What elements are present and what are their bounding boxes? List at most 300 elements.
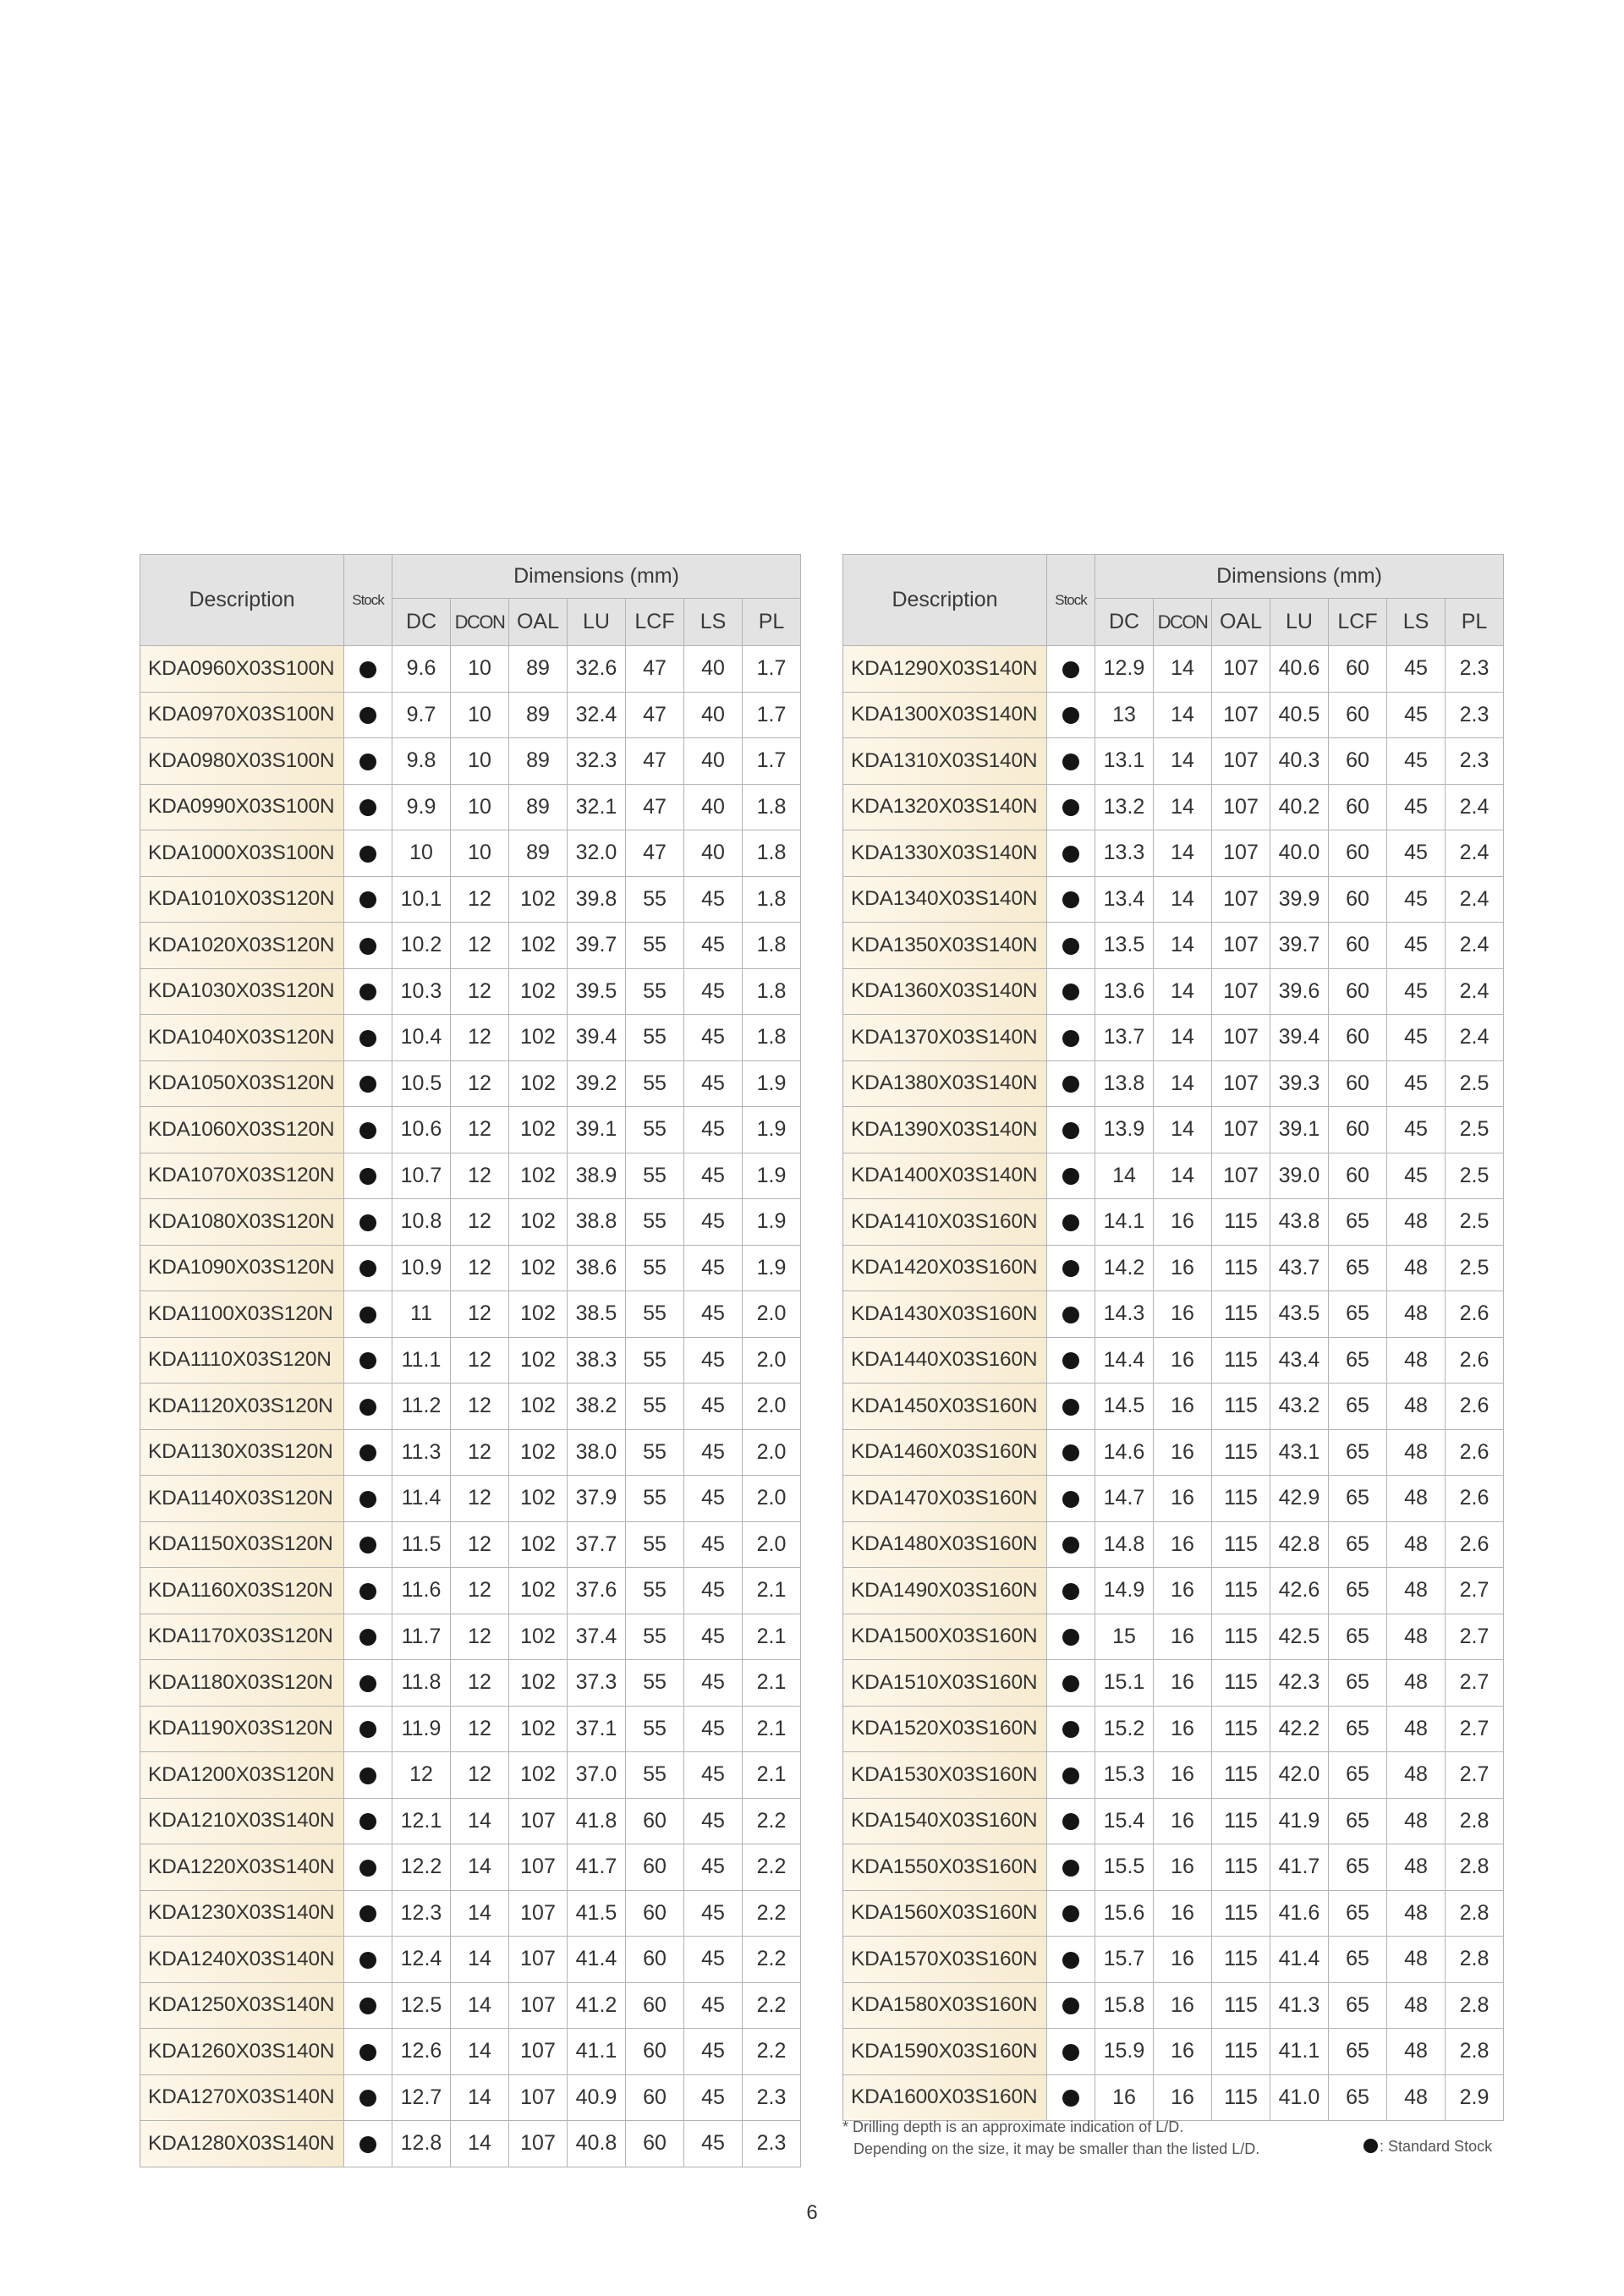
- cell-pl: 1.8: [743, 968, 801, 1015]
- cell-description: KDA1360X03S140N: [843, 968, 1047, 1015]
- cell-pl: 2.5: [1446, 1060, 1504, 1107]
- table-row: [843, 1384, 1504, 1430]
- cell-pl: 2.3: [1446, 738, 1504, 785]
- cell-ls: 45: [684, 1752, 743, 1799]
- cell-stock: [344, 1245, 392, 1291]
- cell-ls: 45: [684, 1614, 743, 1660]
- table-row: [843, 1015, 1504, 1061]
- table-row: [140, 2121, 801, 2167]
- cell-description: KDA0970X03S100N: [140, 692, 344, 738]
- standard-stock-icon: [359, 1537, 376, 1553]
- cell-pl: 2.4: [1446, 968, 1504, 1015]
- cell-dc: 15.2: [1095, 1706, 1154, 1752]
- cell-lcf: 60: [626, 1844, 684, 1891]
- table-row: [843, 1614, 1504, 1660]
- cell-dc: 14.9: [1095, 1568, 1154, 1614]
- standard-stock-icon: [359, 2090, 376, 2107]
- cell-lu: 37.9: [568, 1476, 626, 1522]
- cell-pl: 2.2: [743, 1798, 801, 1844]
- cell-stock: [1047, 1429, 1095, 1476]
- cell-dcon: 10: [451, 784, 509, 830]
- cell-dcon: 14: [1154, 1107, 1212, 1153]
- cell-stock: [344, 738, 392, 785]
- cell-oal: 107: [1212, 1153, 1270, 1199]
- cell-dcon: 14: [1154, 738, 1212, 785]
- cell-oal: 102: [509, 923, 568, 969]
- table-row: [140, 1153, 801, 1199]
- cell-oal: 107: [509, 1982, 568, 2029]
- cell-oal: 115: [1212, 1521, 1270, 1568]
- cell-stock: [344, 1890, 392, 1937]
- table-row: [140, 738, 801, 785]
- table-row: [843, 1153, 1504, 1199]
- standard-stock-icon: [359, 1675, 376, 1692]
- cell-dcon: 10: [451, 646, 509, 693]
- cell-dc: 13.4: [1095, 876, 1154, 923]
- cell-ls: 48: [1387, 2074, 1446, 2121]
- cell-dc: 10.3: [392, 968, 451, 1015]
- cell-dcon: 16: [1154, 1752, 1212, 1799]
- standard-stock-icon: [359, 846, 376, 863]
- cell-lcf: 60: [626, 2121, 684, 2167]
- cell-stock: [344, 876, 392, 923]
- cell-oal: 102: [509, 1291, 568, 1338]
- cell-pl: 2.4: [1446, 923, 1504, 969]
- cell-ls: 48: [1387, 1245, 1446, 1291]
- cell-dcon: 16: [1154, 1245, 1212, 1291]
- standard-stock-icon: [359, 1122, 376, 1139]
- cell-lcf: 60: [626, 1937, 684, 1983]
- cell-dc: 14.3: [1095, 1291, 1154, 1338]
- cell-dcon: 14: [1154, 923, 1212, 969]
- cell-pl: 2.6: [1446, 1337, 1504, 1384]
- header-description: Description: [140, 555, 344, 646]
- cell-stock: [344, 1384, 392, 1430]
- cell-ls: 48: [1387, 1384, 1446, 1430]
- cell-stock: [344, 1844, 392, 1891]
- cell-lcf: 60: [1329, 876, 1387, 923]
- header-lcf: LCF: [1329, 599, 1387, 646]
- cell-stock: [1047, 1844, 1095, 1891]
- cell-ls: 48: [1387, 1660, 1446, 1707]
- cell-stock: [1047, 1060, 1095, 1107]
- cell-ls: 48: [1387, 1614, 1446, 1660]
- cell-stock: [344, 2121, 392, 2167]
- table-row: [843, 1660, 1504, 1707]
- cell-dc: 13: [1095, 692, 1154, 738]
- cell-oal: 115: [1212, 1429, 1270, 1476]
- cell-dc: 11.1: [392, 1337, 451, 1384]
- cell-oal: 89: [509, 738, 568, 785]
- cell-dcon: 14: [1154, 646, 1212, 693]
- cell-lcf: 55: [626, 923, 684, 969]
- cell-description: KDA1280X03S140N: [140, 2121, 344, 2167]
- cell-lcf: 55: [626, 1614, 684, 1660]
- standard-stock-icon: [1062, 1767, 1079, 1784]
- cell-dc: 12: [392, 1752, 451, 1799]
- cell-lcf: 65: [1329, 1337, 1387, 1384]
- table-row: [140, 1107, 801, 1153]
- cell-pl: 2.2: [743, 2029, 801, 2075]
- table-row: [140, 876, 801, 923]
- cell-lcf: 55: [626, 1568, 684, 1614]
- standard-stock-icon: [1062, 1537, 1079, 1553]
- footnote-line-2: Depending on the size, it may be smaller than the listed L/D.: [853, 2140, 1260, 2157]
- cell-ls: 45: [684, 1798, 743, 1844]
- table-row: [843, 1199, 1504, 1246]
- cell-description: KDA1200X03S120N: [140, 1752, 344, 1799]
- cell-lcf: 60: [1329, 646, 1387, 693]
- cell-dcon: 16: [1154, 1199, 1212, 1246]
- table-row: [843, 784, 1504, 830]
- table-row: [140, 692, 801, 738]
- cell-lu: 40.5: [1270, 692, 1329, 738]
- cell-dc: 11.9: [392, 1706, 451, 1752]
- header-ls: LS: [684, 599, 743, 646]
- table-row: [843, 1844, 1504, 1891]
- cell-lcf: 65: [1329, 1890, 1387, 1937]
- standard-stock-icon: [359, 1168, 376, 1185]
- cell-dc: 9.9: [392, 784, 451, 830]
- cell-description: KDA1160X03S120N: [140, 1568, 344, 1614]
- cell-dc: 12.1: [392, 1798, 451, 1844]
- cell-stock: [344, 968, 392, 1015]
- cell-lcf: 60: [626, 1982, 684, 2029]
- cell-lcf: 55: [626, 1476, 684, 1522]
- cell-ls: 45: [684, 1337, 743, 1384]
- cell-pl: 2.7: [1446, 1660, 1504, 1707]
- cell-lu: 39.1: [568, 1107, 626, 1153]
- cell-pl: 1.9: [743, 1060, 801, 1107]
- standard-stock-icon: [1062, 984, 1079, 1000]
- table-row: [843, 1521, 1504, 1568]
- table-row: [843, 1798, 1504, 1844]
- cell-dc: 12.6: [392, 2029, 451, 2075]
- cell-oal: 115: [1212, 1337, 1270, 1384]
- cell-dcon: 16: [1154, 1798, 1212, 1844]
- cell-pl: 2.6: [1446, 1291, 1504, 1338]
- cell-dc: 14: [1095, 1153, 1154, 1199]
- cell-lcf: 60: [1329, 830, 1387, 877]
- cell-pl: 1.7: [743, 646, 801, 693]
- cell-dcon: 16: [1154, 1937, 1212, 1983]
- cell-dc: 15.1: [1095, 1660, 1154, 1707]
- cell-dcon: 14: [1154, 784, 1212, 830]
- cell-oal: 115: [1212, 1982, 1270, 2029]
- cell-lcf: 60: [1329, 1107, 1387, 1153]
- cell-dc: 10.4: [392, 1015, 451, 1061]
- cell-dc: 15.8: [1095, 1982, 1154, 2029]
- cell-lu: 39.6: [1270, 968, 1329, 1015]
- cell-oal: 102: [509, 1568, 568, 1614]
- header-dcon: DCON: [451, 599, 509, 646]
- table-row: [140, 968, 801, 1015]
- cell-lcf: 65: [1329, 1429, 1387, 1476]
- cell-description: KDA1510X03S160N: [843, 1660, 1047, 1707]
- cell-lcf: 65: [1329, 1291, 1387, 1338]
- cell-oal: 115: [1212, 1660, 1270, 1707]
- cell-dcon: 16: [1154, 2074, 1212, 2121]
- cell-stock: [344, 1291, 392, 1338]
- cell-dcon: 12: [451, 968, 509, 1015]
- cell-pl: 2.8: [1446, 2029, 1504, 2075]
- standard-stock-icon: [359, 1767, 376, 1784]
- cell-pl: 2.5: [1446, 1153, 1504, 1199]
- table-row: [140, 923, 801, 969]
- cell-dc: 13.5: [1095, 923, 1154, 969]
- standard-stock-icon: [359, 1583, 376, 1600]
- cell-ls: 45: [684, 1476, 743, 1522]
- cell-dc: 13.7: [1095, 1015, 1154, 1061]
- standard-stock-icon: [1062, 1076, 1079, 1093]
- cell-stock: [1047, 1521, 1095, 1568]
- table-row: [843, 1245, 1504, 1291]
- cell-oal: 102: [509, 968, 568, 1015]
- table-row: [843, 1107, 1504, 1153]
- table-row: [140, 784, 801, 830]
- cell-pl: 2.0: [743, 1521, 801, 1568]
- cell-pl: 1.8: [743, 876, 801, 923]
- table-row: [140, 1937, 801, 1983]
- cell-pl: 2.8: [1446, 1937, 1504, 1983]
- cell-dcon: 14: [1154, 830, 1212, 877]
- cell-pl: 2.3: [743, 2074, 801, 2121]
- cell-stock: [1047, 1660, 1095, 1707]
- cell-dc: 15.9: [1095, 2029, 1154, 2075]
- cell-lu: 38.3: [568, 1337, 626, 1384]
- cell-stock: [344, 1337, 392, 1384]
- cell-lcf: 60: [626, 1890, 684, 1937]
- cell-oal: 89: [509, 692, 568, 738]
- cell-oal: 89: [509, 784, 568, 830]
- cell-stock: [1047, 830, 1095, 877]
- cell-description: KDA1140X03S120N: [140, 1476, 344, 1522]
- cell-description: KDA1130X03S120N: [140, 1429, 344, 1476]
- cell-dc: 10.1: [392, 876, 451, 923]
- standard-stock-icon: [1062, 1307, 1079, 1323]
- cell-lcf: 65: [1329, 1706, 1387, 1752]
- cell-lu: 32.1: [568, 784, 626, 830]
- cell-dcon: 14: [1154, 1015, 1212, 1061]
- cell-lu: 41.3: [1270, 1982, 1329, 2029]
- cell-description: KDA1480X03S160N: [843, 1521, 1047, 1568]
- cell-lcf: 65: [1329, 1660, 1387, 1707]
- cell-lcf: 47: [626, 830, 684, 877]
- cell-dcon: 14: [451, 1844, 509, 1891]
- cell-dc: 9.6: [392, 646, 451, 693]
- cell-dc: 14.1: [1095, 1199, 1154, 1246]
- cell-ls: 45: [684, 1706, 743, 1752]
- cell-dc: 11.5: [392, 1521, 451, 1568]
- cell-ls: 45: [684, 1107, 743, 1153]
- cell-lcf: 55: [626, 1337, 684, 1384]
- cell-stock: [344, 1476, 392, 1522]
- cell-dcon: 14: [1154, 692, 1212, 738]
- cell-ls: 45: [684, 1937, 743, 1983]
- cell-dc: 12.9: [1095, 646, 1154, 693]
- cell-ls: 45: [684, 1384, 743, 1430]
- cell-description: KDA1210X03S140N: [140, 1798, 344, 1844]
- cell-stock: [1047, 1798, 1095, 1844]
- cell-stock: [344, 2074, 392, 2121]
- cell-stock: [1047, 1245, 1095, 1291]
- cell-dcon: 16: [1154, 1384, 1212, 1430]
- cell-ls: 45: [1387, 1015, 1446, 1061]
- cell-description: KDA1450X03S160N: [843, 1384, 1047, 1430]
- standard-stock-icon: [359, 799, 376, 816]
- cell-pl: 1.9: [743, 1107, 801, 1153]
- table-row: [843, 1937, 1504, 1983]
- cell-pl: 2.4: [1446, 876, 1504, 923]
- cell-ls: 45: [684, 1521, 743, 1568]
- cell-description: KDA1350X03S140N: [843, 923, 1047, 969]
- cell-dcon: 12: [451, 1384, 509, 1430]
- cell-lcf: 60: [626, 2074, 684, 2121]
- cell-ls: 45: [684, 1245, 743, 1291]
- cell-dcon: 10: [451, 738, 509, 785]
- cell-dcon: 16: [1154, 1660, 1212, 1707]
- cell-oal: 115: [1212, 1890, 1270, 1937]
- cell-lcf: 60: [1329, 1153, 1387, 1199]
- standard-stock-icon: [1062, 1629, 1079, 1646]
- cell-ls: 48: [1387, 1752, 1446, 1799]
- cell-stock: [344, 646, 392, 693]
- standard-stock-icon: [1062, 753, 1079, 770]
- cell-lu: 38.8: [568, 1199, 626, 1246]
- cell-oal: 115: [1212, 1798, 1270, 1844]
- cell-oal: 107: [1212, 923, 1270, 969]
- cell-lu: 37.6: [568, 1568, 626, 1614]
- table-row: [140, 1476, 801, 1522]
- cell-lcf: 65: [1329, 1982, 1387, 2029]
- cell-stock: [1047, 1291, 1095, 1338]
- cell-pl: 1.8: [743, 784, 801, 830]
- cell-ls: 45: [684, 2074, 743, 2121]
- cell-oal: 102: [509, 1384, 568, 1430]
- table-row: [140, 1291, 801, 1338]
- cell-pl: 1.7: [743, 738, 801, 785]
- standard-stock-icon: [1062, 1444, 1079, 1461]
- cell-description: KDA1020X03S120N: [140, 923, 344, 969]
- cell-dcon: 12: [451, 1752, 509, 1799]
- cell-lu: 42.3: [1270, 1660, 1329, 1707]
- cell-stock: [1047, 646, 1095, 693]
- cell-lcf: 65: [1329, 2029, 1387, 2075]
- cell-pl: 1.7: [743, 692, 801, 738]
- cell-dc: 11.3: [392, 1429, 451, 1476]
- cell-ls: 48: [1387, 1199, 1446, 1246]
- cell-stock: [1047, 1890, 1095, 1937]
- cell-lcf: 47: [626, 646, 684, 693]
- standard-stock-icon: [359, 661, 376, 678]
- cell-lu: 40.3: [1270, 738, 1329, 785]
- cell-ls: 45: [684, 968, 743, 1015]
- cell-lu: 38.0: [568, 1429, 626, 1476]
- cell-ls: 48: [1387, 1982, 1446, 2029]
- cell-dcon: 12: [451, 1614, 509, 1660]
- cell-ls: 45: [1387, 923, 1446, 969]
- cell-description: KDA1100X03S120N: [140, 1291, 344, 1338]
- cell-lcf: 55: [626, 1015, 684, 1061]
- cell-lu: 40.9: [568, 2074, 626, 2121]
- cell-description: KDA1270X03S140N: [140, 2074, 344, 2121]
- cell-ls: 45: [684, 1660, 743, 1707]
- cell-oal: 107: [509, 2121, 568, 2167]
- cell-lcf: 60: [1329, 1015, 1387, 1061]
- cell-description: KDA1490X03S160N: [843, 1568, 1047, 1614]
- standard-stock-icon: [1062, 1721, 1079, 1738]
- cell-oal: 115: [1212, 1476, 1270, 1522]
- header-lcf: LCF: [626, 599, 684, 646]
- header-ls: LS: [1387, 599, 1446, 646]
- cell-oal: 115: [1212, 1614, 1270, 1660]
- cell-dc: 12.5: [392, 1982, 451, 2029]
- cell-ls: 45: [1387, 1153, 1446, 1199]
- footnote-line-1: * Drilling depth is an approximate indication of L/D.: [842, 2118, 1184, 2135]
- cell-ls: 45: [684, 876, 743, 923]
- table-row: [843, 876, 1504, 923]
- cell-oal: 102: [509, 1476, 568, 1522]
- cell-description: KDA1150X03S120N: [140, 1521, 344, 1568]
- cell-oal: 102: [509, 1199, 568, 1246]
- standard-stock-icon: [359, 1399, 376, 1416]
- cell-lcf: 55: [626, 1521, 684, 1568]
- cell-dc: 10.2: [392, 923, 451, 969]
- standard-stock-icon: [1062, 1168, 1079, 1185]
- cell-lcf: 65: [1329, 1614, 1387, 1660]
- cell-dcon: 14: [451, 1890, 509, 1937]
- cell-oal: 102: [509, 1060, 568, 1107]
- cell-ls: 45: [684, 2029, 743, 2075]
- cell-stock: [344, 1521, 392, 1568]
- cell-stock: [1047, 1614, 1095, 1660]
- table-row: [140, 1015, 801, 1061]
- cell-oal: 115: [1212, 1291, 1270, 1338]
- cell-lu: 41.4: [1270, 1937, 1329, 1983]
- table-row: [140, 1245, 801, 1291]
- cell-description: KDA1300X03S140N: [843, 692, 1047, 738]
- cell-lu: 38.9: [568, 1153, 626, 1199]
- cell-pl: 2.5: [1446, 1199, 1504, 1246]
- cell-oal: 107: [1212, 784, 1270, 830]
- cell-lcf: 65: [1329, 1937, 1387, 1983]
- table-row: [843, 1060, 1504, 1107]
- cell-lu: 42.6: [1270, 1568, 1329, 1614]
- cell-pl: 2.3: [743, 2121, 801, 2167]
- cell-dcon: 12: [451, 1476, 509, 1522]
- cell-stock: [1047, 968, 1095, 1015]
- table-row: [140, 1521, 801, 1568]
- cell-stock: [344, 1153, 392, 1199]
- cell-ls: 45: [1387, 692, 1446, 738]
- table-row: [140, 1660, 801, 1707]
- cell-dc: 9.8: [392, 738, 451, 785]
- cell-lcf: 55: [626, 1060, 684, 1107]
- cell-stock: [344, 1199, 392, 1246]
- table-row: [140, 2029, 801, 2075]
- cell-dc: 15.5: [1095, 1844, 1154, 1891]
- cell-lcf: 55: [626, 1153, 684, 1199]
- cell-stock: [344, 692, 392, 738]
- standard-stock-icon: [359, 891, 376, 908]
- cell-lu: 32.6: [568, 646, 626, 693]
- cell-stock: [344, 1614, 392, 1660]
- cell-lcf: 55: [626, 1429, 684, 1476]
- cell-lcf: 55: [626, 1384, 684, 1430]
- cell-ls: 48: [1387, 1476, 1446, 1522]
- cell-oal: 102: [509, 1245, 568, 1291]
- cell-dc: 11.4: [392, 1476, 451, 1522]
